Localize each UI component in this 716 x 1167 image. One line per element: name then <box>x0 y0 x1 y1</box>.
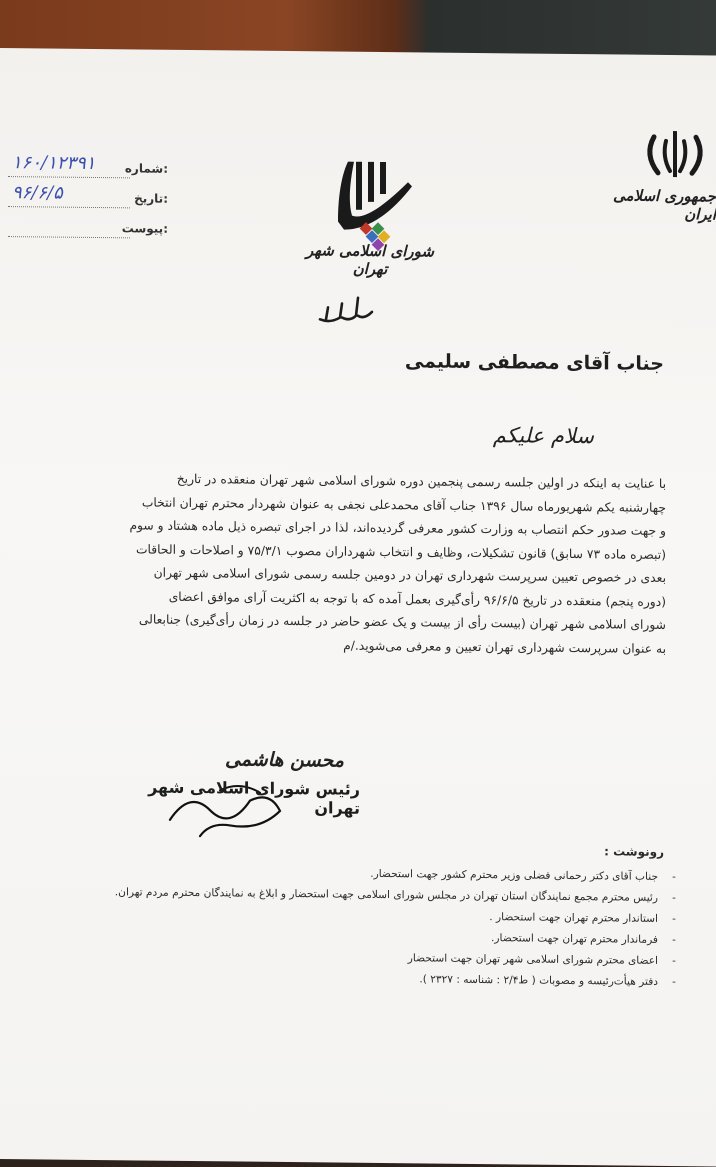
country-name: جمهوری اسلامی ایران <box>612 186 716 224</box>
salutation: سلام علیکم <box>492 423 594 449</box>
letter-paper <box>0 48 716 1166</box>
copy-recipient: - دفتر هیأت‌رئیسه و مصوبات ( ط۲/۴ : شناسه : ۲۳۲۷ ). <box>116 966 676 993</box>
dotted-line <box>8 206 130 208</box>
signatory-title: رئیس شورای اسلامی شهر تهران <box>148 777 360 818</box>
dotted-line <box>8 236 130 238</box>
dotted-line <box>8 176 130 178</box>
reference-attachment-label: پیوست: <box>121 221 168 236</box>
copy-recipient: - اعضای محترم شورای اسلامی شهر تهران جهت استحضار <box>116 945 676 972</box>
body-line: بعدی در خصوص تعیین سرپرست شهرداری تهران در دومین جلسه رسمی شورای اسلامی شهر تهران <box>153 565 666 585</box>
copy-recipient: - فرماندار محترم تهران جهت استحضار. <box>116 924 676 951</box>
signatory-name: محسن هاشمی <box>224 748 344 772</box>
letter-body <box>106 467 666 661</box>
body-line: (تبصره ماده ۷۳ سابق) قانون تشکیلات، وظایف و انتخاب شهرداران مصوب ۷۵/۳/۱ و اصلاحات و الحاقات <box>135 541 666 562</box>
reference-number-label: شماره: <box>124 161 168 176</box>
body-line: و جهت صدور حکم انتصاب به وزارت کشور معرفی گردیده‌اند، لذا در اجرای تبصره ذیل ماده هشتاد و سوم <box>129 518 666 538</box>
reference-date-label: تاریخ: <box>134 191 168 206</box>
body-line: چهارشنبه یکم شهریورماه سال ۱۳۹۶ جناب آقای محمدعلی نجفی به عنوان شهردار محترم تهران انتخاب <box>141 494 666 515</box>
body-line: به عنوان سرپرست شهرداری تهران تعیین و معرفی می‌شوید./م <box>343 638 666 656</box>
body-line: شورای اسلامی شهر تهران (بیست رأی از بیست و یک عضو حاضر در جلسه در زمان رأی‌گیری) جنابعالی <box>138 612 666 632</box>
reference-block <box>8 152 168 248</box>
copy-recipient: - استاندار محترم تهران جهت استحضار . <box>116 903 676 930</box>
council-name: شورای اسلامی شهر تهران <box>306 241 434 279</box>
signature-block <box>100 747 360 840</box>
body-line: (دوره پنجم) منعقده در تاریخ ۹۶/۶/۵ رأی‌گیری بعمل آمده که با توجه به اکثریت آرای موافق اعضای <box>168 589 666 609</box>
iran-emblem-icon <box>640 127 710 186</box>
copies-heading: رونوشت : <box>604 844 664 859</box>
copy-recipient: - رئیس محترم مجمع نمایندگان استان تهران در مجلس شورای اسلامی جهت استحضار و ابلاغ به نمایندگان محترم مردم تهران. <box>116 882 676 909</box>
reference-date-row <box>8 182 168 218</box>
reference-attachment-row <box>8 216 168 248</box>
recipient-name: جناب آقای مصطفی سلیمی <box>404 350 664 375</box>
copies-list <box>116 861 676 993</box>
body-line: با عنایت به اینکه در اولین جلسه رسمی پنجمین دوره شورای اسلامی شهر تهران منعقده در تاریخ <box>176 471 666 491</box>
reference-date-value: ۹۶/۶/۵ <box>12 182 63 204</box>
bismillah-calligraphy <box>316 289 376 330</box>
reference-number-value: ۱۶۰/۱۲۳۹۱ <box>12 152 96 174</box>
copy-recipient: - جناب آقای دکتر رحمانی فضلی وزیر محترم کشور جهت استحضار. <box>116 861 676 888</box>
